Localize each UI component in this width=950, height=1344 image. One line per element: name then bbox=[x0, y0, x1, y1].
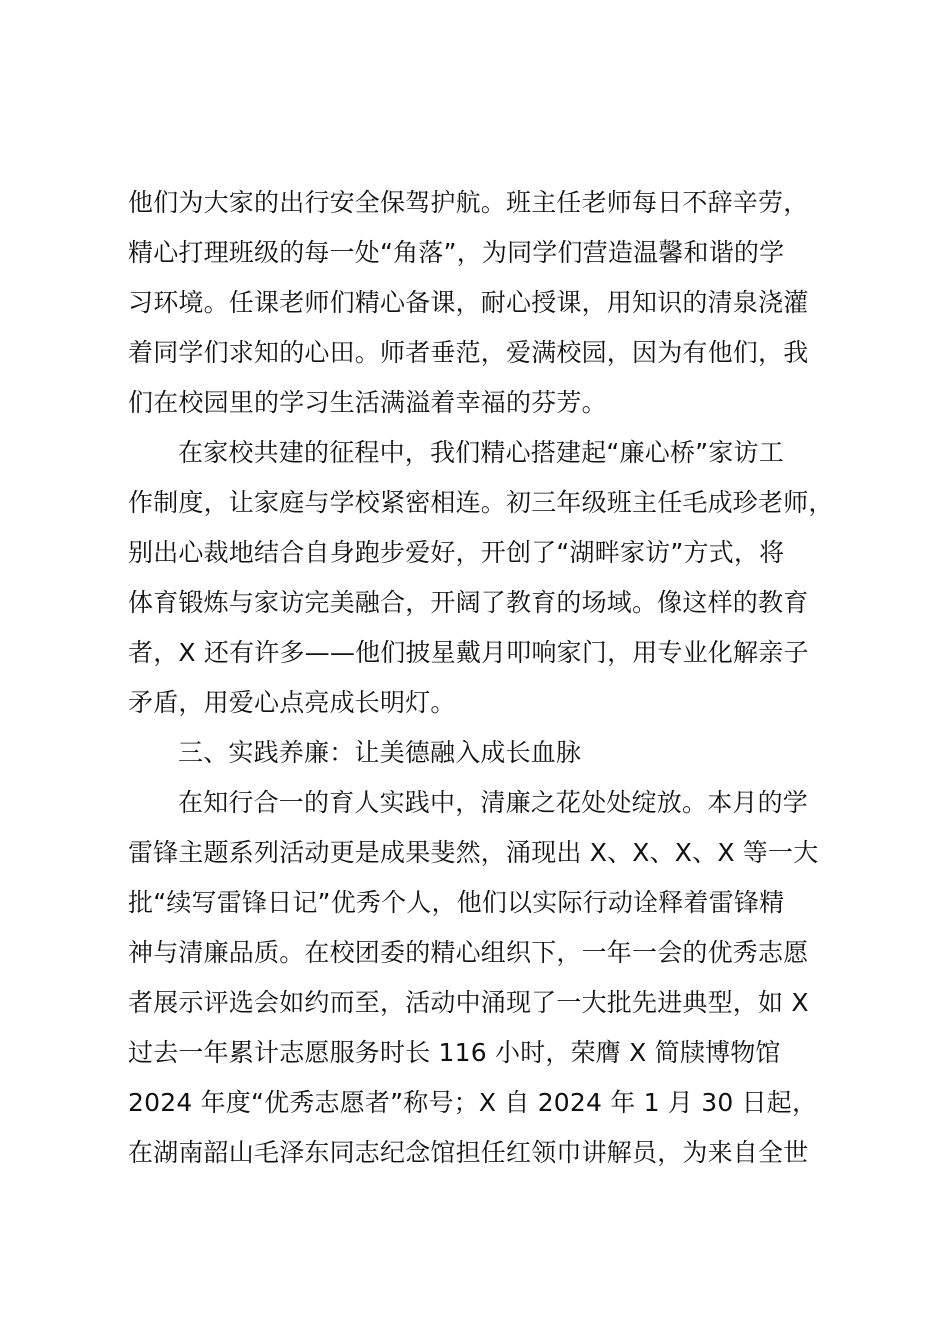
paragraph-3-line-5: 者展示评选会如约而至，活动中涌现了一大批先进典型，如 X bbox=[128, 988, 809, 1017]
paragraph-3-line-1: 在知行合一的育人实践中，清廉之花处处绽放。本月的学 bbox=[178, 788, 809, 817]
paragraph-2-line-6: 矛盾，用爱心点亮成长明灯。 bbox=[128, 688, 456, 717]
paragraph-1-line-5: 们在校园里的学习生活满溢着幸福的芬芳。 bbox=[128, 388, 607, 417]
paragraph-2-line-4: 体育锻炼与家访完美融合，开阔了教育的场域。像这样的教育 bbox=[128, 588, 809, 617]
paragraph-1-line-1: 他们为大家的出行安全保驾护航。班主任老师每日不辞辛劳， bbox=[128, 188, 809, 217]
paragraph-2-line-5: 者，X 还有许多——他们披星戴月叩响家门，用专业化解亲子 bbox=[128, 638, 809, 667]
paragraph-3-line-2: 雷锋主题系列活动更是成果斐然，涌现出 X、X、X、X 等一大 bbox=[128, 838, 819, 867]
paragraph-1-line-3: 习环境。任课老师们精心备课，耐心授课，用知识的清泉浇灌 bbox=[128, 288, 809, 317]
paragraph-3-line-3: 批“续写雷锋日记”优秀个人，他们以实际行动诠释着雷锋精 bbox=[128, 888, 785, 917]
paragraph-3-line-4: 神与清廉品质。在校团委的精心组织下，一年一会的优秀志愿 bbox=[128, 938, 809, 967]
paragraph-3-line-7: 2024 年度“优秀志愿者”称号；X 自 2024 年 1 月 30 日起， bbox=[128, 1088, 818, 1117]
paragraph-3-line-6: 过去一年累计志愿服务时长 116 小时，荣膺 X 简牍博物馆 bbox=[128, 1038, 781, 1067]
paragraph-2-line-1: 在家校共建的征程中，我们精心搭建起“廉心桥”家访工 bbox=[178, 438, 784, 467]
paragraph-1-line-4: 着同学们求知的心田。师者垂范，爱满校园，因为有他们，我 bbox=[128, 338, 809, 367]
paragraph-2-line-3: 别出心裁地结合自身跑步爱好，开创了“湖畔家访”方式，将 bbox=[128, 538, 785, 567]
section-heading: 三、实践养廉：让美德融入成长血脉 bbox=[178, 738, 582, 767]
paragraph-3-line-8: 在湖南韶山毛泽东同志纪念馆担任红领巾讲解员，为来自全世 bbox=[128, 1138, 809, 1167]
paragraph-2-line-2: 作制度，让家庭与学校紧密相连。初三年级班主任毛成珍老师， bbox=[128, 488, 834, 517]
paragraph-1-line-2: 精心打理班级的每一处“角落”，为同学们营造温馨和谐的学 bbox=[128, 238, 785, 267]
